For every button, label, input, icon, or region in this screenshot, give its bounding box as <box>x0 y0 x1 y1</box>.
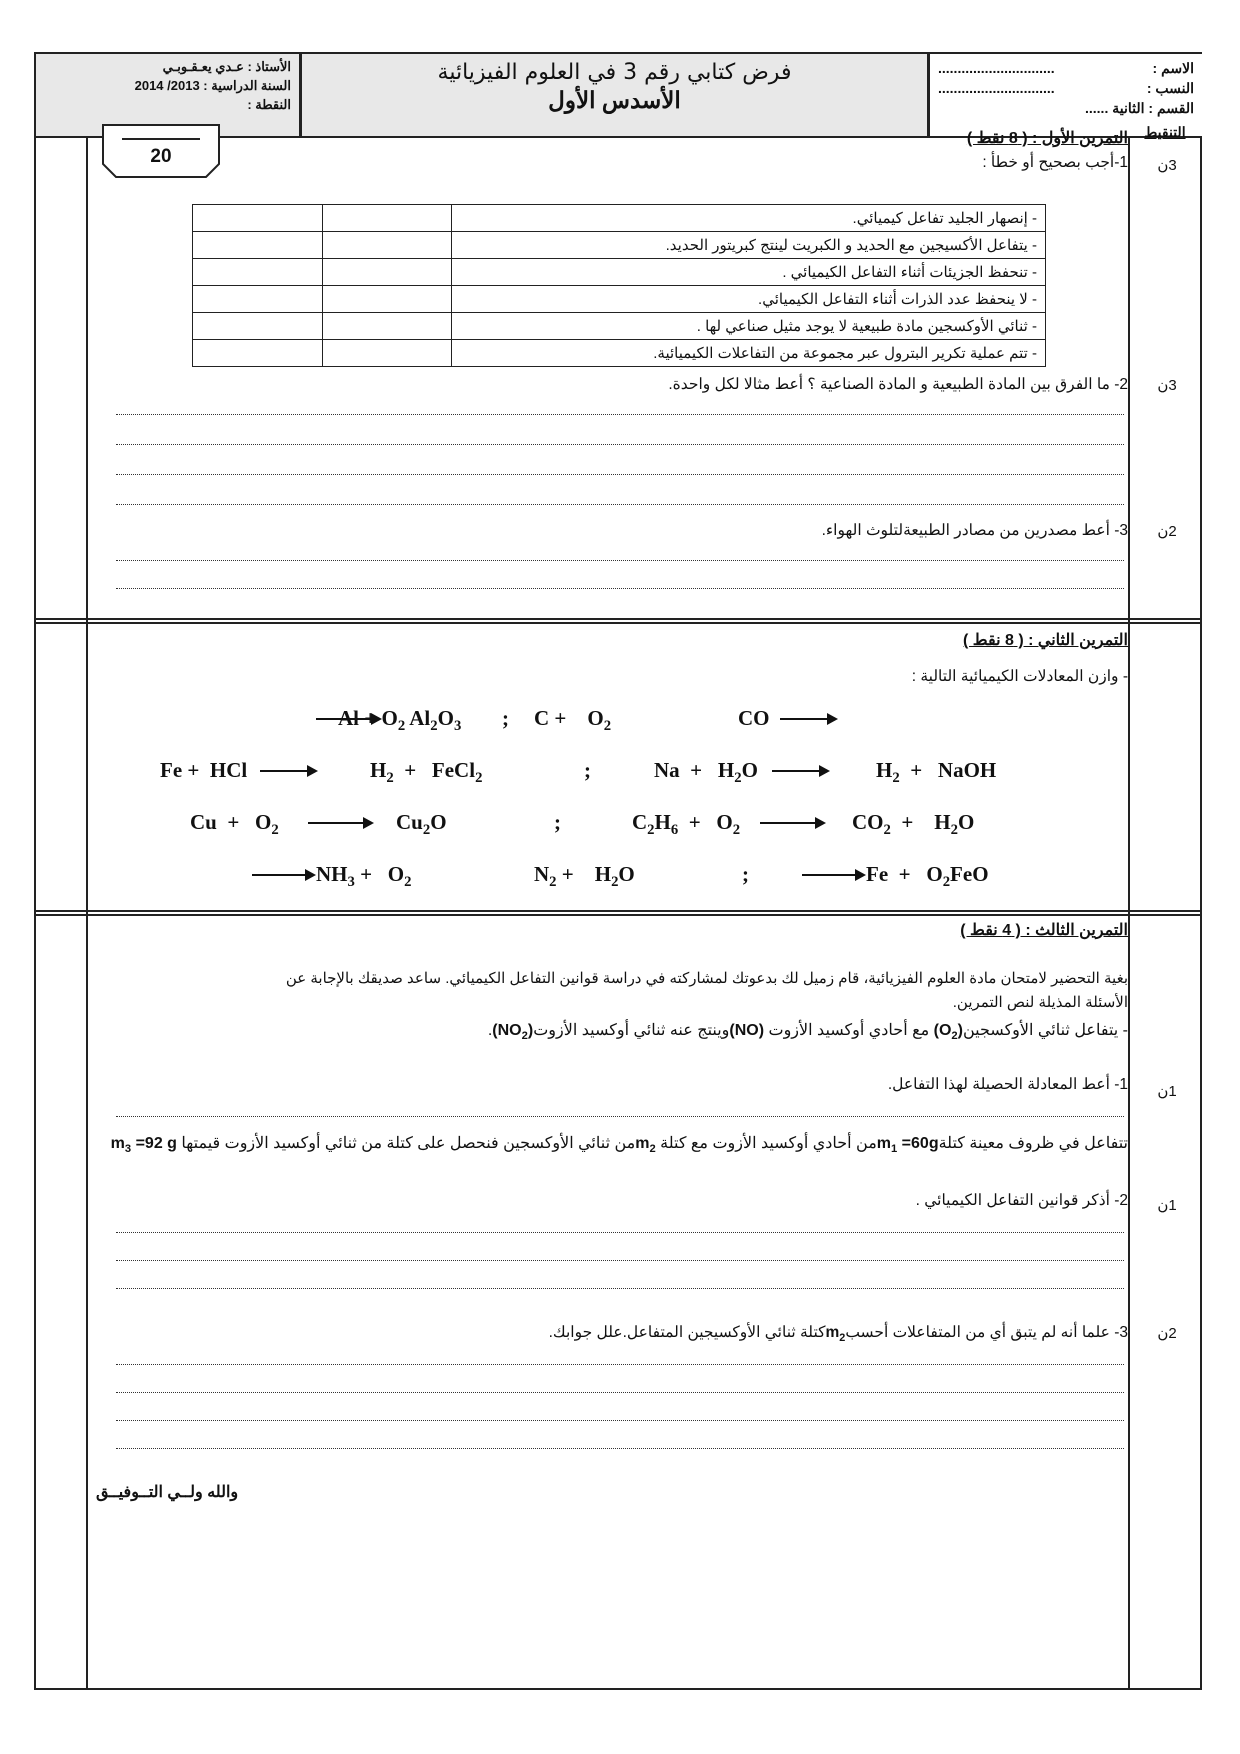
grading-column-header: التنقيط <box>1144 124 1186 140</box>
exam-page <box>34 52 1202 1690</box>
ex1-q3: 3- أعط مصدرين من مصادر الطبيعةلتلوث الهواء. <box>821 522 1128 539</box>
ex3-intro-line2: الأسئلة المذيلة لنص التمرين. <box>952 994 1128 1011</box>
statement: - إنصهار الجليد تفاعل كيميائي. <box>452 205 1046 232</box>
exam-subtitle: الأسدس الأول <box>548 87 681 113</box>
ex1-q1: 1-أجب بصحيح أو خطأ : <box>982 154 1128 171</box>
answer-line[interactable] <box>116 1364 1124 1365</box>
ex3-q1-points: 1ن <box>1157 1083 1177 1100</box>
equation-4: $Na + H_2O$ <box>654 758 758 787</box>
answer-line[interactable] <box>116 1448 1124 1449</box>
ex3-title: التمرين الثالث : ( 4 نقط ) <box>960 922 1128 939</box>
answer-cell[interactable] <box>193 205 323 232</box>
table-row <box>193 259 1046 286</box>
grade-label: النقطة : <box>247 97 291 112</box>
equation-separator: ; <box>554 810 561 834</box>
ex3-q1: 1- أعط المعادلة الحصيلة لهذا التفاعل. <box>887 1076 1128 1093</box>
equation-5-product: $Cu_2O$ <box>396 810 447 839</box>
score-total: 20 <box>150 146 172 167</box>
ex3-q2: 2- أذكر قوانين التفاعل الكيميائي . <box>915 1192 1128 1209</box>
answer-cell[interactable] <box>193 286 323 313</box>
equation-3-products: $H_2$ + FeCl$_2$ <box>370 758 483 787</box>
answer-cell[interactable] <box>322 232 452 259</box>
answer-line[interactable] <box>116 1288 1124 1289</box>
reaction-arrow <box>760 822 824 824</box>
school-year: السنة الدراسية : 2013/ 2014 <box>134 78 291 93</box>
equation-2-product: CO <box>738 706 770 730</box>
answer-line[interactable] <box>116 504 1124 505</box>
teacher-name: الأستاذ : عـدي يعـقـوبـي <box>162 59 291 74</box>
surname-field[interactable]: .............................. <box>938 80 1055 96</box>
answer-cell[interactable] <box>193 340 323 367</box>
section-separator <box>36 910 1200 916</box>
ex1-q1-points: 3ن <box>1157 157 1177 174</box>
table-row <box>193 205 1046 232</box>
equation-separator: ; <box>742 862 749 886</box>
exam-title: فرض كتابي رقم 3 في العلوم الفيزيائية <box>437 60 792 85</box>
equation-6: $C_2H_6 + O_2$ <box>632 810 741 839</box>
answer-line[interactable] <box>116 560 1124 561</box>
ex3-data-paragraph: تتفاعل في ظروف معينة كتلةm$_1$ =60gمن أحادي أوكسيد الأزوت مع كتلة $m_2من$ ثنائي الأوكسجين فنحصل على كتلة من ثنائي أوكسيد الأزوت قيمتها $m_3 =92$ g <box>110 1135 1128 1156</box>
ex3-q2-points: 1ن <box>1157 1197 1177 1214</box>
answer-line[interactable] <box>116 474 1124 475</box>
reaction-arrow <box>802 874 864 876</box>
answer-line[interactable] <box>116 1260 1124 1261</box>
answer-cell[interactable] <box>322 286 452 313</box>
ex2-title: التمرين الثاني : ( 8 نقط ) <box>963 632 1128 649</box>
ex1-title: التمرين الأول : ( 8 نقط ) <box>966 130 1128 147</box>
true-false-table <box>192 204 1046 367</box>
equation-7: $NH_3 + O_2$ <box>316 862 412 891</box>
answer-cell[interactable] <box>322 205 452 232</box>
ex1-q3-points: 2ن <box>1157 523 1177 540</box>
statement: - تتم عملية تكرير البترول عبر مجموعة من التفاعلات الكيميائية. <box>452 340 1046 367</box>
ex2-instruction: - وازن المعادلات الكيميائية التالية : <box>911 668 1128 685</box>
table-row <box>193 313 1046 340</box>
reaction-arrow <box>772 770 828 772</box>
answer-line[interactable] <box>116 1420 1124 1421</box>
equation-6-products: $CO_2$ + $H_2O$ <box>852 810 975 839</box>
answer-cell[interactable] <box>193 259 323 286</box>
answer-cell[interactable] <box>193 232 323 259</box>
table-row <box>193 340 1046 367</box>
reaction-arrow <box>252 874 314 876</box>
answer-cell[interactable] <box>322 259 452 286</box>
equation-separator: ; <box>502 706 509 730</box>
closing-phrase: والله ولــي التــوفيــق <box>96 1484 239 1501</box>
reaction-arrow <box>308 822 372 824</box>
answer-line[interactable] <box>116 1392 1124 1393</box>
equation-7-products: $N_2$ + $H_2O$ <box>534 862 635 891</box>
name-field[interactable]: .............................. <box>938 60 1055 76</box>
equation-separator: ; <box>584 758 591 782</box>
answer-line[interactable] <box>116 588 1124 589</box>
exam-title-box <box>302 54 930 136</box>
ex3-q3: 3- علما أنه لم يتبق أي من المتفاعلات أحسبm$_2$كتلة ثنائي الأوكسيجين المتفاعل.علل جوابك. <box>548 1324 1128 1345</box>
ex1-q2-points: 3ن <box>1157 377 1177 394</box>
answer-cell[interactable] <box>193 313 323 340</box>
statement: - لا ينحفظ عدد الذرات أثناء التفاعل الكيميائي. <box>452 286 1046 313</box>
ex3-q3-points: 2ن <box>1157 1325 1177 1342</box>
answer-line[interactable] <box>116 444 1124 445</box>
name-label: الاسم : <box>1152 60 1194 76</box>
answer-cell[interactable] <box>322 313 452 340</box>
statement: - يتفاعل الأكسيجين مع الحديد و الكبريت لينتج كبريتور الحديد. <box>452 232 1046 259</box>
surname-label: النسب : <box>1146 80 1194 96</box>
statement: - ثنائي الأوكسجين مادة طبيعية لا يوجد مثيل صناعي لها . <box>452 313 1046 340</box>
ex1-q2: 2- ما الفرق بين المادة الطبيعية و المادة الصناعية ؟ أعط مثالا لكل واحدة. <box>668 376 1128 393</box>
reaction-arrow <box>780 718 836 720</box>
table-row <box>193 286 1046 313</box>
class-label: القسم : الثانية ...... <box>1085 100 1194 116</box>
equation-5: $Cu + O_2$ <box>190 810 279 839</box>
equation-2: C + $O_2$ <box>534 706 612 735</box>
equation-8: $Fe + O_2FeO$ <box>866 862 989 891</box>
equation-3: Fe + HCl <box>160 758 248 782</box>
answer-line[interactable] <box>116 1116 1124 1117</box>
section-separator <box>36 618 1200 624</box>
table-row <box>193 232 1046 259</box>
answer-line[interactable] <box>116 1232 1124 1233</box>
equation-1: $Al + O_2$ $Al_2O_3$ <box>338 706 462 735</box>
answer-cell[interactable] <box>322 340 452 367</box>
ex3-intro-line1: بغية التحضير لامتحان مادة العلوم الفيزيائية، قام زميل لك بدعوتك لمشاركته في دراسة قوانين التفاعل الكيميائي. ساعد صديقك بالإجابة عن <box>285 970 1128 987</box>
reaction-arrow <box>260 770 316 772</box>
answer-line[interactable] <box>116 414 1124 415</box>
ex3-reaction-statement: - يتفاعل ثنائي $الأوكسجين(O_2)$ مع أحادي أوكسيد الأزوت (NO)وينتج عنه ثنائي أوكسيد $الأزوت(NO_2)$. <box>487 1022 1128 1043</box>
equation-4-products: $H_2$ + NaOH <box>876 758 997 787</box>
statement: - تنحفظ الجزيئات أثناء التفاعل الكيميائي . <box>452 259 1046 286</box>
